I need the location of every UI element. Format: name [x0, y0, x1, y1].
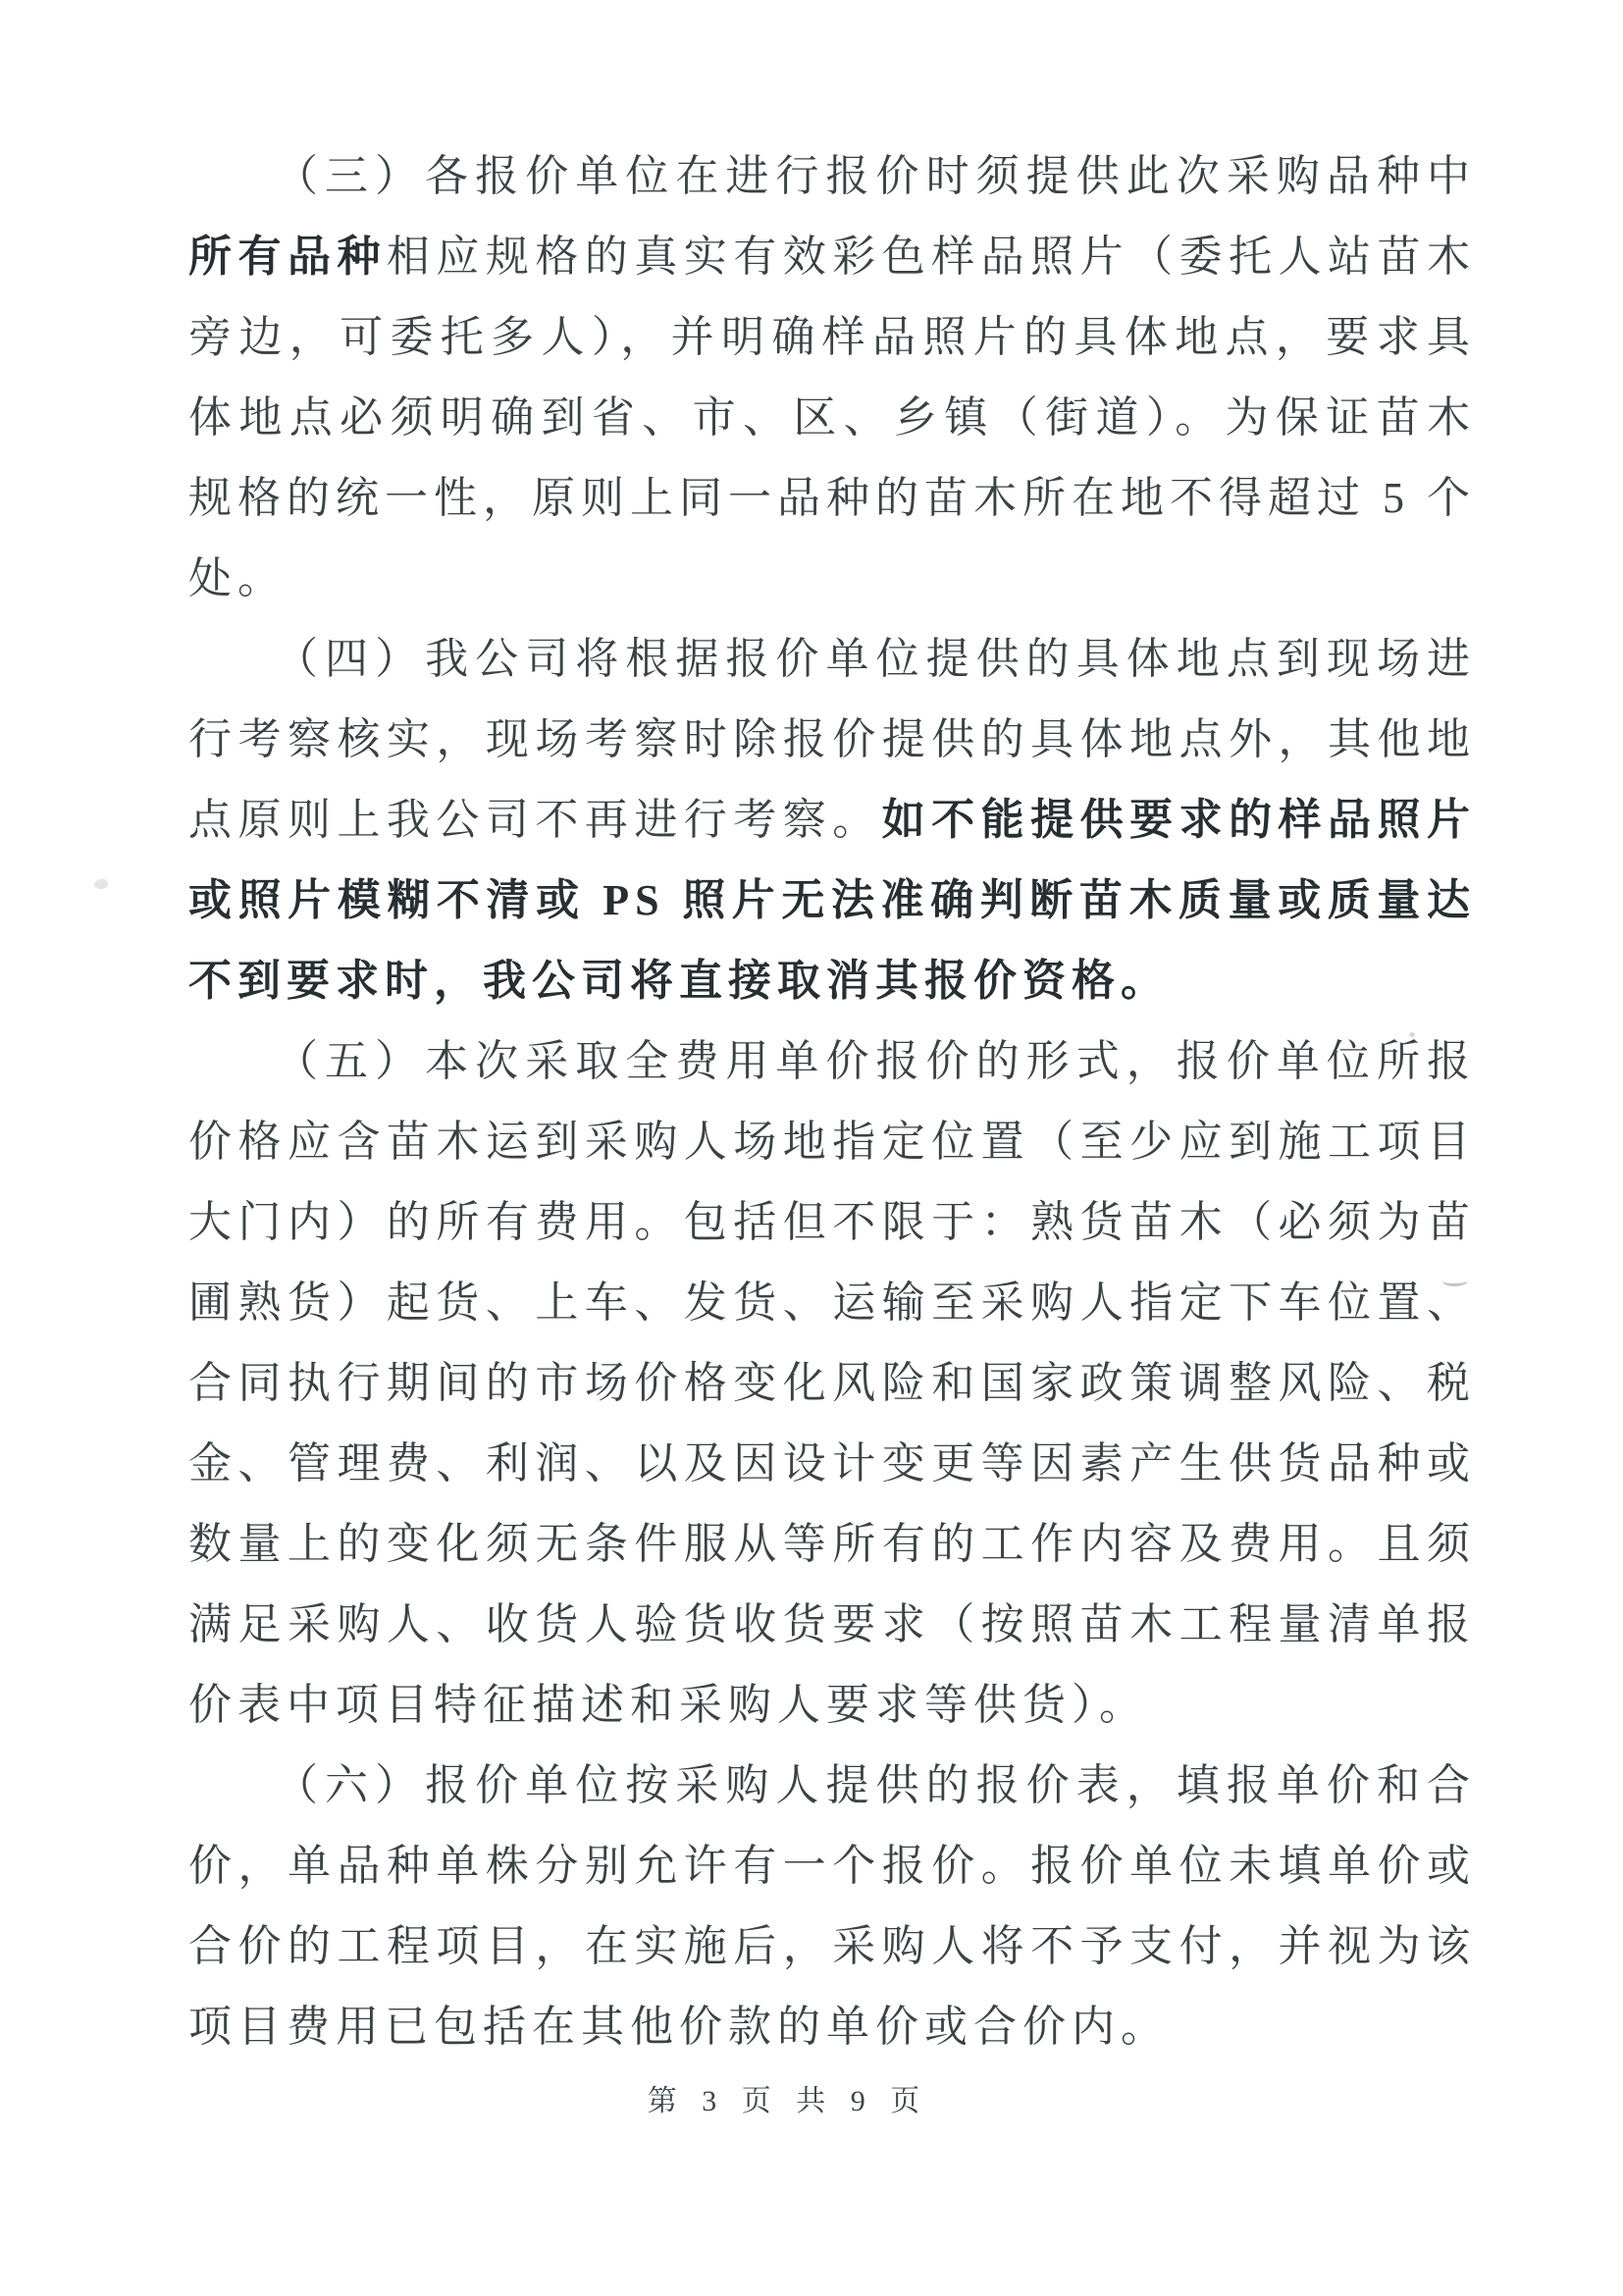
paragraph: [188, 1746, 1476, 2067]
text-run: （四）我公司将根据报价单位提供的具体地点到现场进行考察核实，现场考察时除报价提供的具体地点外，其他地点原则上我公司不再进行考察。: [188, 635, 1476, 844]
scan-artifact: [94, 879, 108, 889]
bold-text-run: 如不能提供要求的样品照片或照片模糊不清或 PS 照片无法准确判断苗木质量或质量达不到要求时，我公司将直接取消其报价资格。: [188, 796, 1476, 1005]
paragraph: [188, 136, 1476, 619]
page-number-footer: 第 3 页 共 9 页: [647, 2085, 929, 2117]
bold-text-run: 所有品种: [188, 233, 387, 281]
paragraph: [188, 1021, 1476, 1746]
text-run: （三）各报价单位在进行报价时须提供此次采购品种中: [275, 152, 1476, 200]
text-run: （五）本次采取全费用单价报价的形式，报价单位所报价格应含苗木运到采购人场地指定位置（至少应到施工项目大门内）的所有费用。包括但不限于：熟货苗木（必须为苗圃熟货）起货、上车、发货、运输至采购人指定下车位置、合同执行期间的市场价格变化风险和国家政策调整风险、税金、管理费、利润、以及因设计变更等因素产生供货品种或数量上的变化须无条件服从等所有的工作内容及费用。且须满足采购人、收货人验货收货要求（按照苗木工程量清单报价表中项目特征描述和采购人要求等供货）。: [188, 1037, 1476, 1729]
document-body: [188, 136, 1476, 2067]
text-run: 相应规格的真实有效彩色样品照片（委托人站苗木旁边，可委托多人），并明确样品照片的具体地点，要求具体地点必须明确到省、市、区、乡镇（街道）。为保证苗木规格的统一性，原则上同一品种的苗木所在地不得超过 5 个处。: [188, 233, 1476, 602]
paragraph: [188, 619, 1476, 1021]
text-run: （六）报价单位按采购人提供的报价表，填报单价和合价，单品种单株分别允许有一个报价。报价单位未填单价或合价的工程项目，在实施后，采购人将不予支付，并视为该项目费用已包括在其他价款的单价或合价内。: [188, 1761, 1476, 2051]
